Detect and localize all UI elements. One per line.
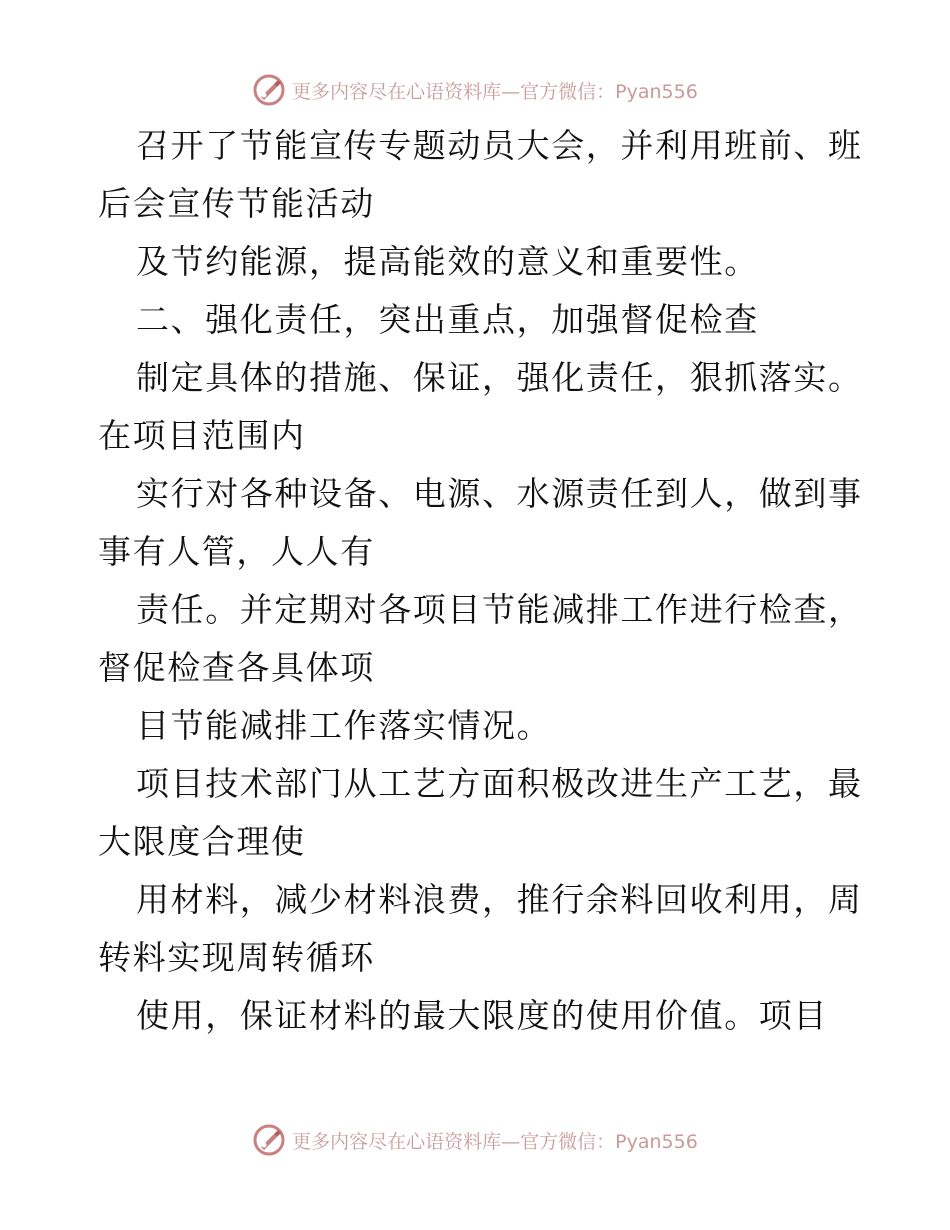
text-line: 责任。并定期对各项目节能减排工作进行检查， — [136, 590, 863, 629]
watermark-text: 更多内容尽在心语资料库—官方微信： — [292, 80, 616, 103]
text-line: 召开了节能宣传专题动员大会，并利用班前、班 — [136, 126, 863, 165]
text-line: 转料实现周转循环 — [98, 938, 375, 977]
text-line: 用材料，减少材料浪费，推行余料回收利用，周 — [136, 880, 863, 919]
watermark-text: 更多内容尽在心语资料库—官方微信： — [292, 1130, 616, 1153]
watermark-wechat-id: Pyan556 — [615, 80, 698, 103]
text-line: 使用，保证材料的最大限度的使用价值。项目 — [136, 996, 828, 1035]
text-line: 项目技术部门从工艺方面积极改进生产工艺，最 — [136, 764, 863, 803]
text-line: 大限度合理使 — [98, 822, 306, 861]
text-line: 事有人管，人人有 — [98, 532, 375, 571]
text-line: 制定具体的措施、保证，强化责任，狠抓落实。 — [136, 358, 863, 397]
footer-watermark — [0, 1120, 950, 1160]
pen-seal-icon — [252, 73, 286, 107]
text-line: 在项目范围内 — [98, 416, 306, 455]
body-text — [98, 117, 863, 1045]
watermark-wechat-id: Pyan556 — [615, 1130, 698, 1153]
pen-seal-icon — [252, 1123, 286, 1157]
text-line: 目节能减排工作落实情况。 — [136, 706, 552, 745]
text-line: 实行对各种设备、电源、水源责任到人，做到事 — [136, 474, 863, 513]
text-line: 督促检查各具体项 — [98, 648, 375, 687]
header-watermark — [0, 70, 950, 110]
text-line: 二、强化责任，突出重点，加强督促检查 — [136, 300, 759, 339]
text-line: 后会宣传节能活动 — [98, 184, 375, 223]
text-line: 及节约能源，提高能效的意义和重要性。 — [136, 242, 759, 281]
